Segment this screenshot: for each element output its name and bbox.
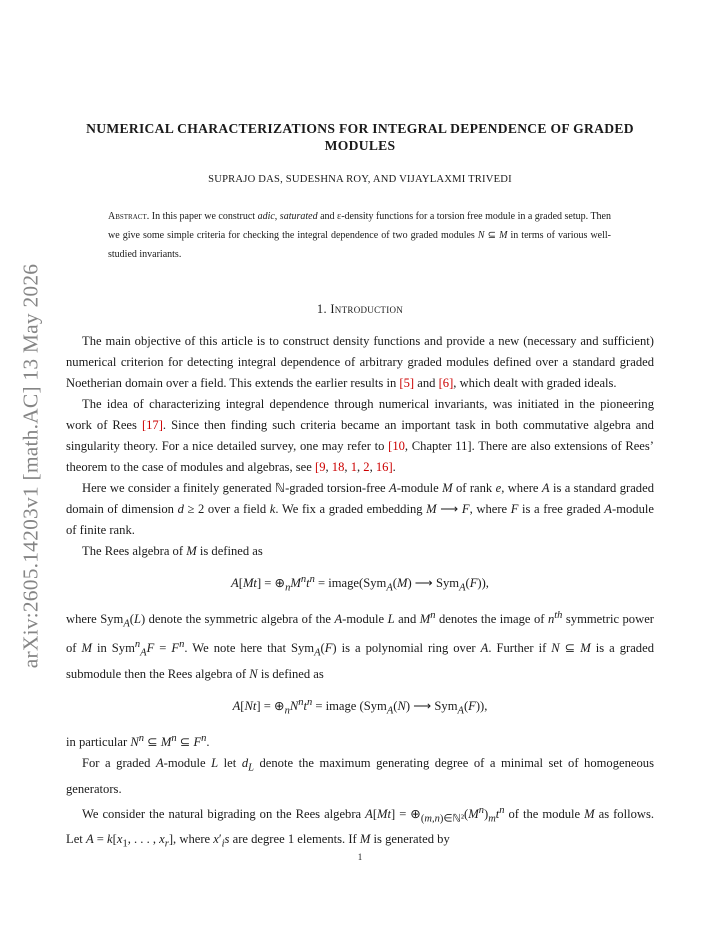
paragraph: in particular $N^n$ ⊆ $M^n$ ⊆ $F^n$.: [66, 732, 210, 749]
paragraph: We consider the natural bigrading on the Rees algebra $A[Mt] = \oplus_{(m,n)\in ℕ^2}(M^n)_mt^n$ of the module M as follows. Let $A = k[x_1$, . . . , $x_r$], where $x'_is$ are degree 1 elements. If M is generated by: [66, 804, 655, 850]
page-number: 1: [357, 852, 363, 862]
citation-link[interactable]: [6]: [438, 376, 454, 390]
abstract-label: Abstract.: [108, 211, 150, 222]
citation-link[interactable]: 18: [331, 460, 345, 474]
citation-link[interactable]: [5]: [399, 376, 415, 390]
citation-link[interactable]: [10: [388, 439, 405, 453]
citation-link[interactable]: 16]: [375, 460, 393, 474]
paper-title: NUMERICAL CHARACTERIZATIONS FOR INTEGRAL DEPENDENCE OF GRADED MODULES: [86, 121, 634, 153]
paragraph: The Rees algebra of M is defined as: [82, 544, 263, 558]
citation-link[interactable]: [17]: [141, 418, 163, 432]
paragraph: For a graded A-module L let $d_L$ denote the maximum generating degree of a minimal set of homogeneous generators.: [66, 756, 654, 796]
citation-link[interactable]: 2: [363, 460, 370, 474]
section-number: 1.: [316, 302, 327, 316]
arxiv-identifier: arXiv:2605.14203v1 [math.AC] 13 May 2026: [18, 263, 43, 669]
arxiv-sidebar: [6, 240, 56, 692]
section-title: Introduction: [330, 302, 404, 316]
paragraph: The main objective of this article is to construct density functions and provide a new (necessary and sufficient) numerical criterion for detecting integral dependence of arbitrary graded modules defined over a standard graded Noetherian domain over a field. This extends the earlier results in [5] and [6], which dealt with graded ideals.: [66, 334, 654, 390]
citation-link[interactable]: 1: [350, 460, 357, 474]
abstract: Abstract. In this paper we construct adic, saturated and ε-density functions for a torsion free module in a graded setup. Then we give some simple criteria for checking the integral dependence of two graded modules N ⊆ M in terms of various well-studied invariants.: [108, 211, 611, 260]
paper-authors: SUPRAJO DAS, SUDESHNA ROY, AND VIJAYLAXMI TRIVEDI: [208, 174, 512, 185]
paragraph: The idea of characterizing integral dependence through numerical invariants, was initiated in the pioneering work of Rees [17]. Since then finding such criteria became an important task in both commutative algebra and singularity theory. For a nice detailed survey, one may refer to [10, Chapter 11]. There are also extensions of Rees’ theorem to the case of modules and algebras, see [9, 18, 1, 2, 16].: [66, 397, 654, 474]
equation: $A[Mt] = \oplus_nM^nt^n$ = image(Sym$_A$(M) ⟶ Sym$_A$(F)),: [231, 574, 489, 594]
equation: $A[Nt] = \oplus_nN^nt^n$ = image (Sym$_A$(N) ⟶ Sym$_A$(F)),: [232, 697, 488, 717]
section-heading: [60, 302, 660, 317]
body-text: [66, 331, 654, 855]
paragraph: where Sym$_A$(L) denote the symmetric algebra of the A-module L and $M^n$ denotes the image of $n^{th}$ symmetric power of M in $Sym^n_AF = F^n$. We note here that Sym$_A$(F) is a polynomial ring over A. Further if N ⊆ M is a graded submodule then the Rees algebra of N is defined as: [66, 609, 654, 682]
citation-link[interactable]: [9: [315, 460, 326, 474]
paragraph: Here we consider a finitely generated ℕ-graded torsion-free A-module M of rank e, where A is a standard graded domain of dimension d ≥ 2 over a field k. We fix a graded embedding M ⟶ F, where F is a free graded A-module of finite rank.: [66, 481, 654, 537]
